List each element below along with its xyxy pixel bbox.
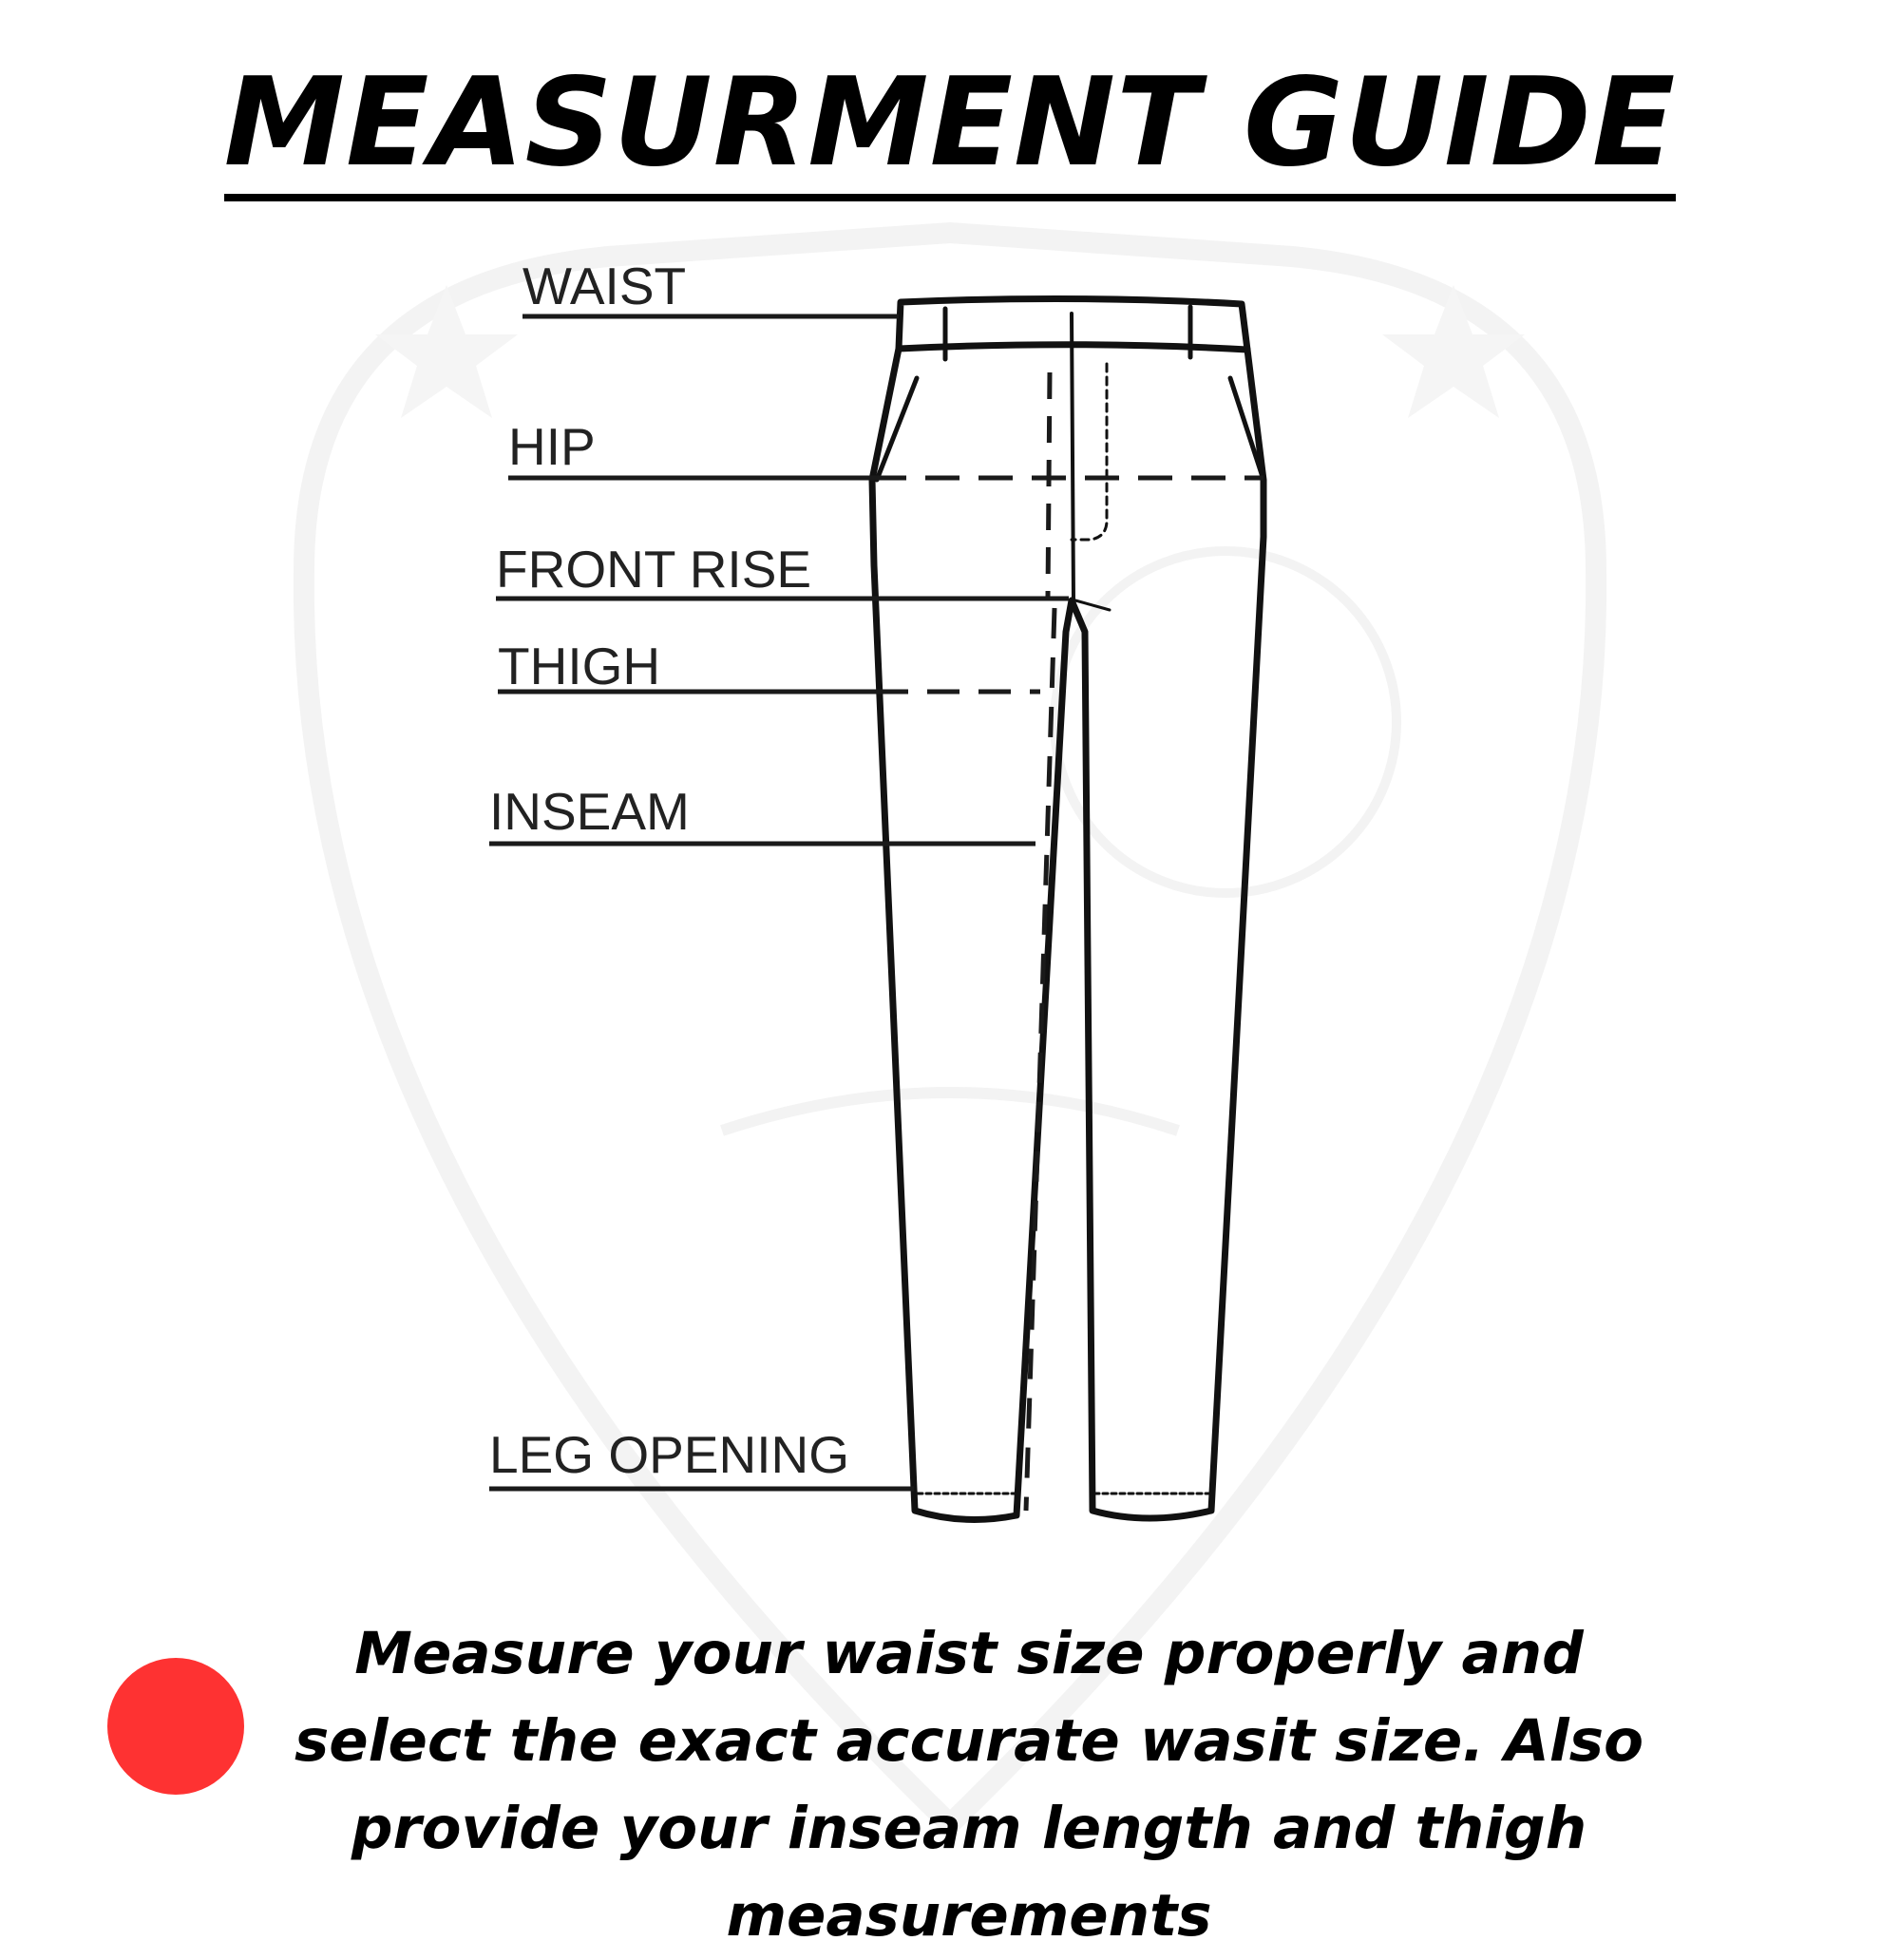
trousers-drawing bbox=[872, 298, 1264, 1519]
measurement-labels bbox=[489, 257, 849, 1484]
instruction-note: Measure your waist size properly and select the exact accurate wasit size. Also provide your inseam length and thigh measurements bbox=[294, 1620, 1644, 1950]
page-title-text: MEASURMENT GUIDE bbox=[224, 63, 1677, 201]
front-rise-dashed bbox=[1048, 372, 1050, 597]
inseam-label: INSEAM bbox=[489, 782, 690, 841]
front-rise-label: FRONT RISE bbox=[496, 540, 812, 599]
trousers-outline bbox=[872, 349, 1264, 1519]
waist-label: WAIST bbox=[522, 257, 687, 315]
inseam-dashed-line bbox=[1026, 608, 1054, 1511]
shield-watermark bbox=[304, 233, 1596, 1824]
center-front bbox=[1072, 314, 1074, 600]
guide-lines bbox=[489, 316, 1264, 1511]
thigh-label: THIGH bbox=[498, 637, 661, 695]
hip-label: HIP bbox=[508, 417, 596, 476]
fly-stitch bbox=[1072, 364, 1107, 540]
red-circle-bullet-icon bbox=[107, 1658, 244, 1795]
leg-opening-label: LEG OPENING bbox=[489, 1425, 849, 1484]
